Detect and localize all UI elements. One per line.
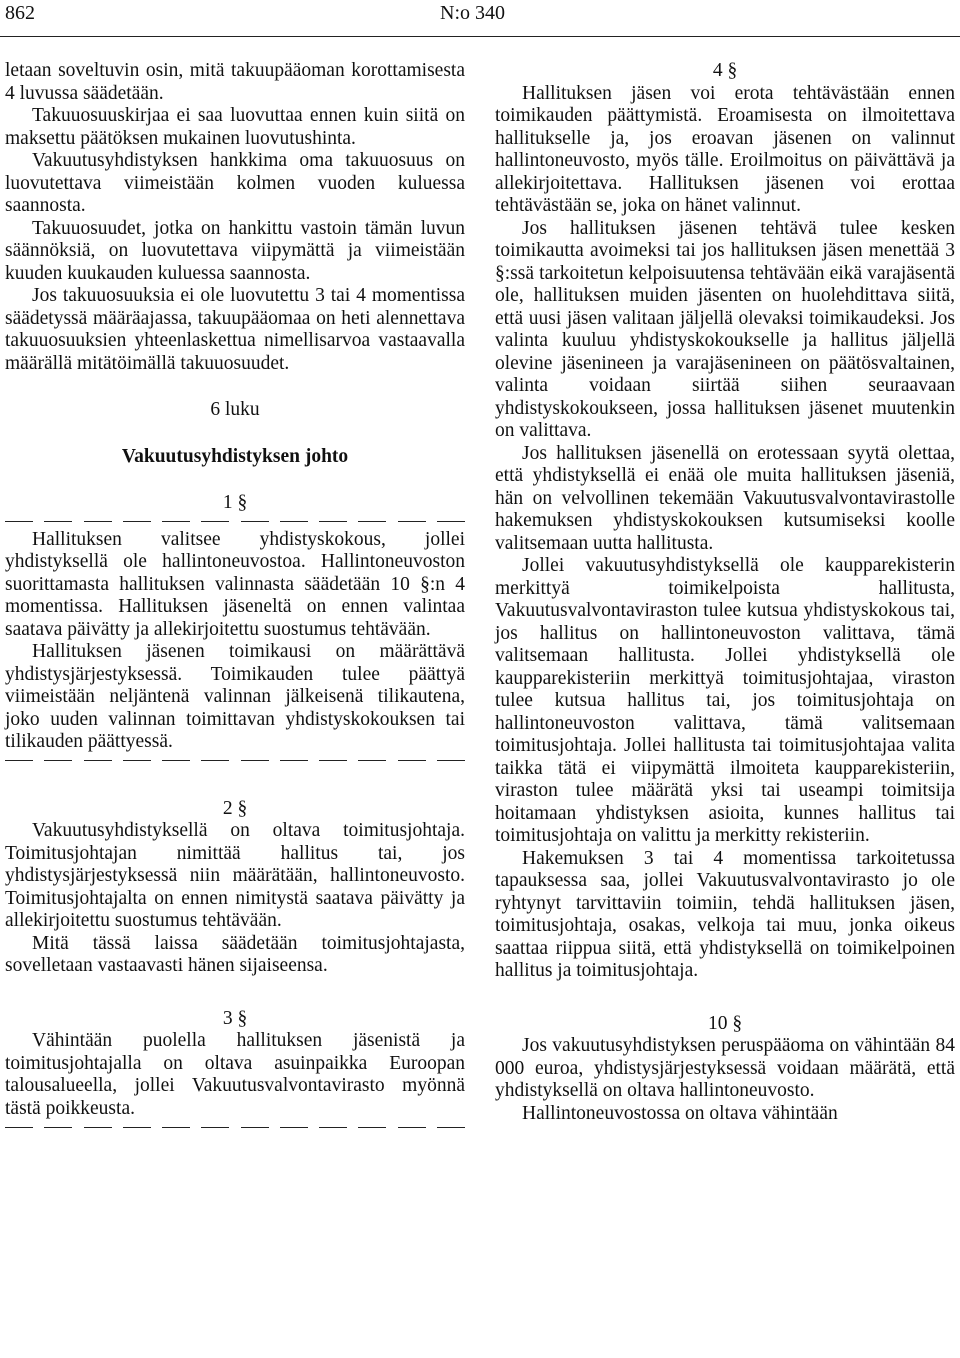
paragraph: Hallituksen jäsen voi erota tehtävästään ennen toimikauden päättymistä. Eroamisesta on ilmoitettava hallitukselle ja, jos eroavan jäsenen on valinnut hallintoneuvosto, myös tälle. Eroilmoitus on päivättävä ja allekirjoitettava. Hallituksen jäsenen voi erottaa tehtävästään se, joka on hänet valinnut. — [495, 82, 955, 216]
omission-dashes — [5, 1120, 465, 1134]
paragraph: Vähintään puolella hallituksen jäsenistä ja toimitusjohtajalla on oltava asuinpaikka Euroopan talousalueella, jollei Vakuutusvalvontavirasto myönnä tästä poikkeusta. — [5, 1030, 465, 1119]
paragraph: letaan soveltuvin osin, mitä takuupääoman korottamisesta 4 luvussa säädetään. — [5, 60, 465, 104]
paragraph: Vakuutusyhdistyksen hankkima oma takuuosuus on luovutettava viimeistään kolmen vuoden kuluessa saannosta. — [5, 150, 465, 216]
paragraph: Hallituksen valitsee yhdistyskokous, jollei yhdistyksellä ole hallintoneuvostoa. Hallintoneuvoston suorittamasta hallituksen valinnasta säädetään 10 §:n 4 momentissa. Hallituksen jäseneltä on ennen valintaa saatava päivätty ja allekirjoitettu suostumus tehtävään. — [5, 528, 465, 640]
header-rule — [0, 36, 960, 37]
right-column — [495, 60, 955, 1125]
paragraph: Hakemuksen 3 tai 4 momentissa tarkoitetussa tapauksessa saa, jollei Vakuutusvalvontavirasto jo ole ryhtynyt tarvittaviin toimiin, tehdä hallituksen jäsen, toimitusjohtaja, osakas, velkoja tai muu, jonka oikeus saattaa riippua siitä, että yhdistyksellä on toimikelpoinen hallitus ja toimitusjohtaja. — [495, 847, 955, 981]
issue-number: N:o 340 — [440, 2, 505, 24]
left-column — [5, 60, 465, 1134]
paragraph: Jos hallituksen jäsenellä on erotessaan syytä olettaa, että yhdistyksellä ei enää ole muita hallituksen jäseniä, hän on velvollinen tekemään Vakuutusvalvontavirastolle hakemuksen yhdistyskokouksen kutsumiseksi koolle valitsemaan uutta hallitusta. — [495, 442, 955, 554]
page-header — [0, 0, 960, 40]
paragraph: Vakuutusyhdistyksellä on oltava toimitusjohtaja. Toimitusjohtajan nimittää hallitus tai, jos yhdistysjärjestyksessä niin määrätään, hallintoneuvosto. Toimitusjohtajalta on ennen nimitystä saatava päivätty ja allekirjoitettu suostumus tehtävään. — [5, 820, 465, 931]
paragraph: Takuuosuuskirjaa ei saa luovuttaa ennen kuin siitä on maksettu päätöksen mukainen luovutushinta. — [5, 105, 465, 149]
section-heading: 4 § — [712, 60, 738, 81]
omission-dashes — [5, 515, 465, 529]
paragraph: Hallintoneuvostossa on oltava vähintään — [522, 1102, 838, 1124]
section-heading: 3 § — [222, 1007, 248, 1029]
paragraph: Mitä tässä laissa säädetään toimitusjohtajasta, sovelletaan vastaavasti hänen sijaiseensa. — [5, 932, 465, 976]
paragraph: Jos vakuutusyhdistyksen peruspääoma on vähintään 84 000 euroa, yhdistysjärjestyksessä voidaan määrätä, että yhdistyksellä on oltava hallintoneuvosto. — [495, 1035, 955, 1101]
paragraph: Jos takuuosuuksia ei ole luovutettu 3 tai 4 momentissa säädetyssä määräajassa, takuupääomaa on heti alennettava takuuosuuksien yhteenlaskettua nimellisarvoa vastaavalla määrällä mitätöimällä takuuosuudet. — [5, 285, 465, 374]
section-heading: 1 § — [222, 492, 248, 513]
section-heading: 2 § — [222, 797, 248, 819]
section-heading: 10 § — [707, 1012, 743, 1034]
chapter-title: Vakuutusyhdistyksen johto — [121, 445, 349, 467]
paragraph: Jos hallituksen jäsenen tehtävä tulee kesken toimikautta avoimeksi tai jos hallituksen jäsen menettää 3 §:ssä tarkoitetun kelpoisuutensa tehtävään eikä varajäsentä ole, hallituksen muiden jäsenten on huolehdittava siitä, että uusi jäsen valitaan jäljellä olevaksi toimikaudeksi. Jos valinta kuuluu yhdistyskokoukselle ja hallitus jäljellä olevine jäsenineen ja varajäsenineen on päätösvaltainen, valinta voidaan siirtää siihen seuraavaan yhdistyskokoukseen, jossa hallituksen jäsenet muutenkin on valittava. — [495, 217, 955, 441]
paragraph: Jollei vakuutusyhdistyksellä ole kaupparekisterin merkittyä toimikelpoista hallitusta, Vakuutusvalvontaviraston tulee kutsua yhdistyskokous tai, jos hallitus on hallintoneuvoston valittava, tämä valitsemaan hallitusta. Jollei yhdistyksellä ole kaupparekisteriin merkittyä toimitusjohtajaa, viraston tulee kutsua hallitus tai, jos toimitusjohtaja on hallintoneuvoston valittava, tämä valitsemaan toimitusjohtaja. Jollei hallitusta tai toimitusjohtajaa valita taikka tätä ei viipymättä ilmoiteta kaupparekisteriin, viraston tulee määrätä yksi tai useampi toimitsija hoitamaan yhdistyksen asioita, kunnes hallitus tai toimitusjohtaja on valittu ja merkitty rekisteriin. — [495, 555, 955, 846]
paragraph: Takuuosuudet, jotka on hankittu vastoin tämän luvun säännöksiä, on luovutettava viipymättä ja viimeistään kuuden kuukauden kuluessa saannosta. — [5, 217, 465, 284]
omission-dashes — [5, 754, 465, 768]
chapter-heading: 6 luku — [210, 399, 260, 420]
page-number: 862 — [5, 2, 35, 24]
paragraph: Hallituksen jäsenen toimikausi on määrättävä yhdistysjärjestyksessä. Toimikauden tulee päättyä viimeistään neljäntenä valinnan jälkeisenä tilikautena, joko uuden valinnan toimittavan yhdistyskokouksen tai tilikauden päättyessä. — [5, 641, 465, 752]
